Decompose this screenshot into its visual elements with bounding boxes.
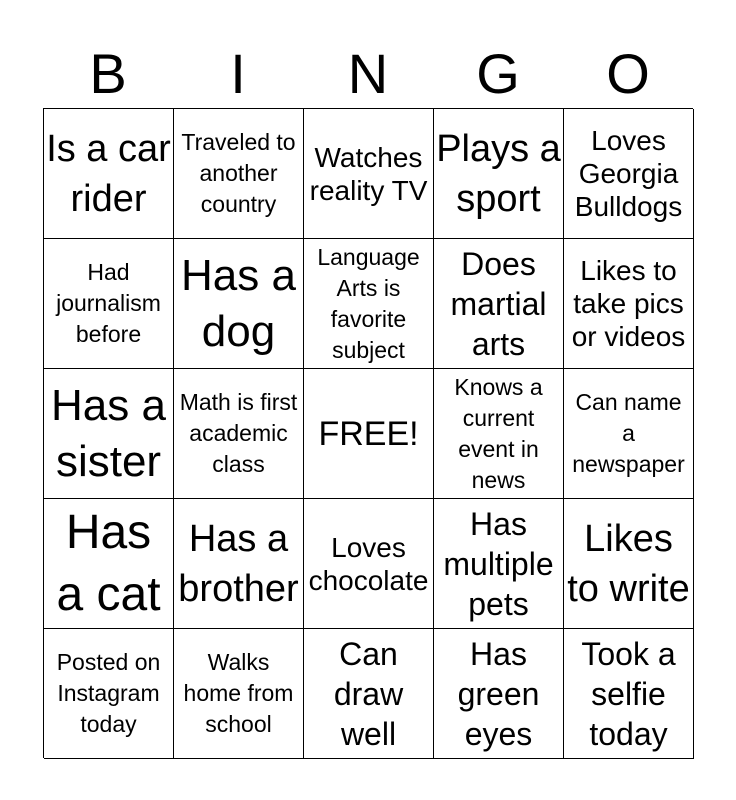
cell-text: Has a dog (181, 250, 296, 356)
cell-text: Has a sister (51, 380, 166, 486)
cell-text: Has green eyes (457, 635, 540, 752)
title-letter-n: N (347, 42, 389, 105)
bingo-cell (434, 239, 564, 369)
cell-text: Plays a sport (436, 127, 561, 220)
bingo-cell (44, 629, 174, 759)
cell-text: Loves Georgia Bulldogs (574, 125, 683, 222)
title-letter-i: I (230, 42, 246, 105)
bingo-cell (44, 369, 174, 499)
bingo-cell (304, 239, 434, 369)
bingo-cell (304, 499, 434, 629)
bingo-cell (44, 109, 174, 239)
cell-text: Has multiple pets (443, 505, 554, 622)
cell-text: Has a cat (56, 505, 161, 621)
bingo-cell (564, 499, 694, 629)
free-text: FREE! (318, 414, 419, 453)
bingo-cell (174, 629, 304, 759)
cell-text: Can name a newspaper (572, 389, 685, 477)
title-letter-b: B (89, 42, 127, 105)
title-letter-g: G (476, 42, 520, 105)
cell-text: Is a car rider (46, 127, 171, 220)
bingo-cell (434, 369, 564, 499)
cell-text: Traveled to another country (181, 129, 296, 217)
bingo-cell (304, 629, 434, 759)
cell-text: Walks home from school (183, 649, 294, 737)
cell-text: Posted on Instagram today (56, 649, 161, 737)
bingo-cell (564, 239, 694, 369)
title-letter-o: O (606, 42, 650, 105)
free-cell (304, 369, 434, 499)
cell-text: Has a brother (178, 517, 299, 610)
bingo-cell (434, 499, 564, 629)
bingo-cell (434, 629, 564, 759)
bingo-cell (174, 109, 304, 239)
cell-text: Likes to take pics or videos (571, 255, 686, 352)
bingo-cell (434, 109, 564, 239)
cell-text: Can draw well (333, 635, 404, 752)
bingo-cell (564, 369, 694, 499)
bingo-title (43, 40, 693, 108)
cell-text: Watches reality TV (309, 141, 428, 206)
cell-text: Does martial arts (450, 245, 547, 362)
bingo-cell (44, 239, 174, 369)
cell-text: Knows a current event in news (454, 373, 543, 493)
cell-text: Language Arts is favorite subject (317, 243, 420, 363)
bingo-grid (43, 108, 693, 758)
cell-text: Likes to write (567, 517, 690, 610)
cell-text: Math is first academic class (179, 389, 298, 477)
bingo-cell (44, 499, 174, 629)
bingo-cell (304, 109, 434, 239)
bingo-cell (174, 239, 304, 369)
bingo-cell (564, 629, 694, 759)
bingo-cell (174, 369, 304, 499)
bingo-cell (564, 109, 694, 239)
cell-text: Had journalism before (56, 259, 161, 347)
cell-text: Loves chocolate (308, 531, 429, 596)
cell-text: Took a selfie today (581, 635, 676, 752)
bingo-cell (174, 499, 304, 629)
